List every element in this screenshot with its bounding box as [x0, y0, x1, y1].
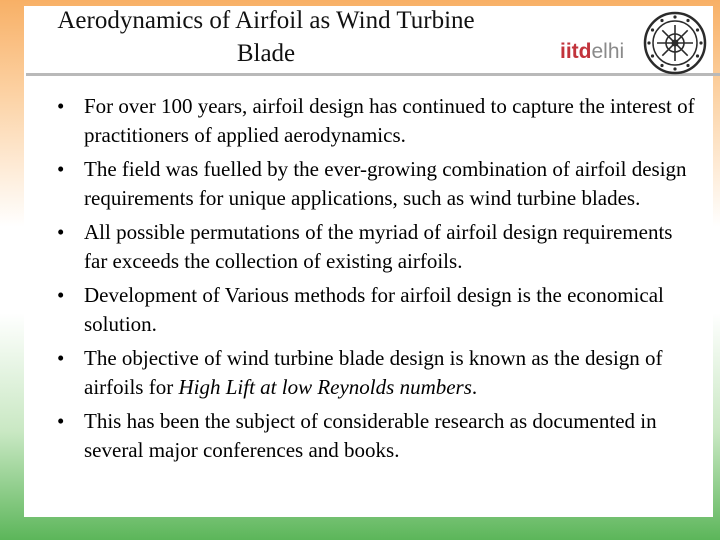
logo-delhi-text: elhi — [591, 40, 625, 63]
bullet-dot: • — [57, 94, 65, 118]
bullet-dot: • — [57, 346, 65, 370]
bullet-text: All possible permutations of the myriad of airfoil design requirements far exceeds the collection of existing airfoils. — [84, 220, 673, 273]
logo-iitd-text: iitd — [560, 40, 592, 63]
bullet-item — [57, 281, 697, 338]
bullet-dot: • — [57, 157, 65, 181]
bullet-text: The field was fuelled by the ever-growing combination of airfoil design requirements for unique applications, such as wind turbine blades. — [84, 157, 687, 210]
bullet-text: For over 100 years, airfoil design has continued to capture the interest of practitioners of applied aerodynamics. — [84, 94, 695, 147]
bullet-text: This has been the subject of considerable research as documented in several major conferences and books. — [84, 409, 657, 462]
iitdelhi-logo — [560, 40, 624, 64]
bullet-text: Development of Various methods for airfoil design is the economical solution. — [84, 283, 664, 336]
bullet-item — [57, 344, 697, 401]
bullet-text: The objective of wind turbine blade design is known as the design of airfoils for — [84, 346, 663, 399]
bullet-item — [57, 155, 697, 212]
bullet-dot: • — [57, 220, 65, 244]
bullet-item — [57, 92, 697, 149]
bullet-italic-text: High Lift at low Reynolds numbers — [178, 374, 472, 399]
bullet-dot: • — [57, 283, 65, 307]
slide-title: Aerodynamics of Airfoil as Wind Turbine Blade — [57, 7, 475, 67]
bullet-item — [57, 407, 697, 464]
bullet-item — [57, 218, 697, 275]
bullet-dot: • — [57, 409, 65, 433]
bullet-text-end: . — [471, 374, 478, 399]
title-divider — [26, 73, 720, 76]
bullet-list — [57, 92, 697, 470]
iit-delhi-emblem-icon — [643, 11, 707, 75]
